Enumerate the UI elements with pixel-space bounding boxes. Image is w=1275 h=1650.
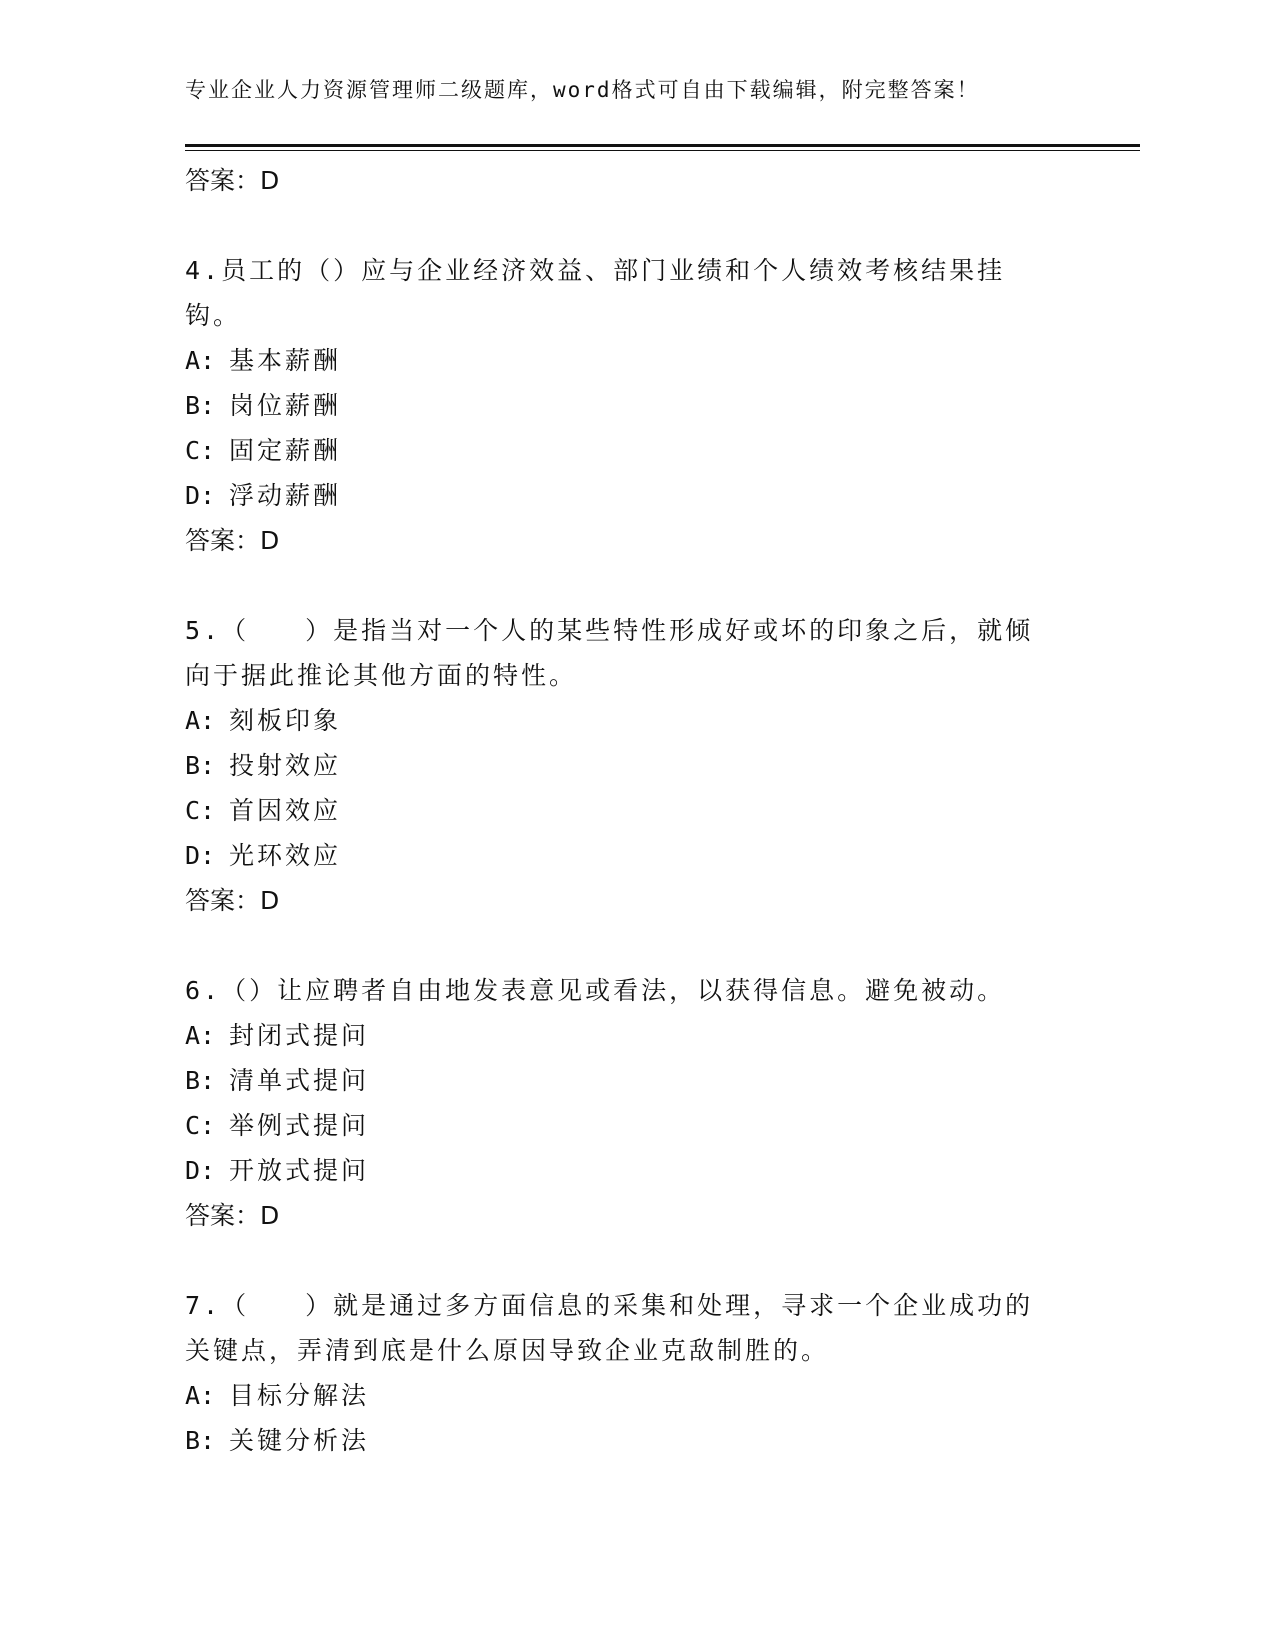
option-key: C: <box>185 436 216 465</box>
option-key: B: <box>185 751 216 780</box>
option-c <box>185 428 1045 473</box>
header-rule-thin <box>185 150 1140 151</box>
question-list <box>185 158 1045 1463</box>
option-text: 光环效应 <box>229 841 342 870</box>
option-key: C: <box>185 796 216 825</box>
option-b <box>185 743 1045 788</box>
option-a <box>185 698 1045 743</box>
option-text: 开放式提问 <box>229 1156 370 1185</box>
option-key: A: <box>185 706 216 735</box>
question-block <box>185 608 1045 923</box>
option-key: C: <box>185 1111 216 1140</box>
question-block <box>185 1283 1045 1463</box>
option-text: 首因效应 <box>229 796 342 825</box>
option-text: 投射效应 <box>229 751 342 780</box>
option-key: A: <box>185 1381 216 1410</box>
option-b <box>185 383 1045 428</box>
option-text: 目标分解法 <box>229 1381 370 1410</box>
option-b <box>185 1418 1045 1463</box>
option-d <box>185 473 1045 518</box>
option-text: 岗位薪酬 <box>229 391 342 420</box>
option-c <box>185 788 1045 833</box>
option-key: A: <box>185 1021 216 1050</box>
option-d <box>185 833 1045 878</box>
option-text: 举例式提问 <box>229 1111 370 1140</box>
option-text: 封闭式提问 <box>229 1021 370 1050</box>
question-stem: 5.（ ）是指当对一个人的某些特性形成好或坏的印象之后，就倾向于据此推论其他方面的特性。 <box>185 616 1034 690</box>
question-block <box>185 968 1045 1238</box>
option-text: 关键分析法 <box>229 1426 370 1455</box>
header-rule <box>185 144 1140 147</box>
option-text: 固定薪酬 <box>229 436 342 465</box>
option-a <box>185 1013 1045 1058</box>
option-text: 清单式提问 <box>229 1066 370 1095</box>
answer: 答案：D <box>185 886 280 915</box>
option-a <box>185 338 1045 383</box>
previous-answer: 答案：D <box>185 166 280 195</box>
option-text: 刻板印象 <box>229 706 342 735</box>
option-key: B: <box>185 391 216 420</box>
option-d <box>185 1148 1045 1193</box>
option-c <box>185 1103 1045 1148</box>
option-text: 基本薪酬 <box>229 346 342 375</box>
question-stem: 4.员工的（）应与企业经济效益、部门业绩和个人绩效考核结果挂钩。 <box>185 256 1006 330</box>
page-header: 专业企业人力资源管理师二级题库，word格式可自由下载编辑，附完整答案！ <box>185 78 980 102</box>
option-key: D: <box>185 481 216 510</box>
option-a <box>185 1373 1045 1418</box>
question-stem: 7.（ ）就是通过多方面信息的采集和处理，寻求一个企业成功的关键点，弄清到底是什么原因导致企业克敌制胜的。 <box>185 1291 1034 1365</box>
option-key: D: <box>185 1156 216 1185</box>
option-key: B: <box>185 1426 216 1455</box>
option-text: 浮动薪酬 <box>229 481 342 510</box>
option-key: A: <box>185 346 216 375</box>
option-b <box>185 1058 1045 1103</box>
option-key: B: <box>185 1066 216 1095</box>
answer: 答案：D <box>185 1201 280 1230</box>
question-stem: 6.（）让应聘者自由地发表意见或看法，以获得信息。避免被动。 <box>185 976 1006 1005</box>
answer: 答案：D <box>185 526 280 555</box>
option-key: D: <box>185 841 216 870</box>
question-block <box>185 248 1045 563</box>
